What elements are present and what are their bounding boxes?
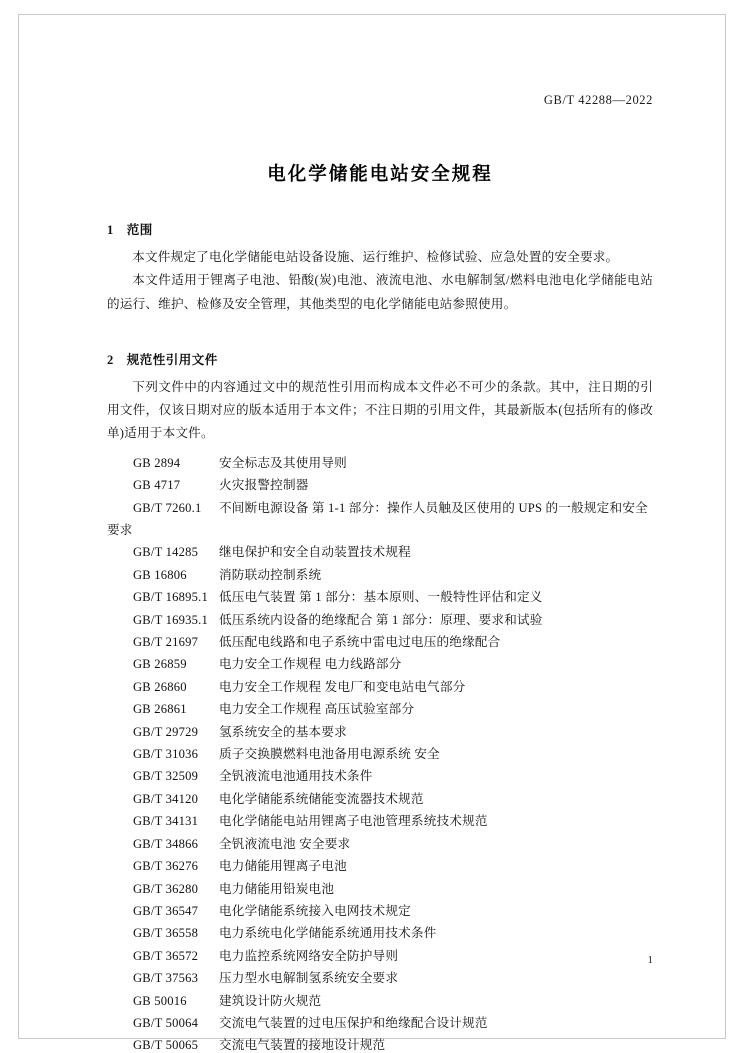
reference-item	[107, 833, 653, 855]
reference-title: 电力监控系统网络安全防护导则	[219, 948, 399, 963]
reference-code: GB/T 50064	[133, 1015, 199, 1030]
reference-code: GB/T 29729	[133, 724, 199, 739]
reference-title: 电化学储能系统储能变流器技术规范	[219, 791, 424, 806]
reference-title: 压力型水电解制氢系统安全要求	[219, 971, 399, 986]
reference-code: GB/T 34120	[133, 791, 199, 806]
normative-references-list	[107, 452, 653, 1053]
reference-title: 交流电气装置的接地设计规范	[219, 1038, 386, 1053]
reference-code: GB/T 34131	[133, 814, 199, 829]
reference-title: 全钒液流电池通用技术条件	[219, 769, 373, 784]
reference-item	[107, 900, 653, 922]
reference-code: GB 26861	[133, 702, 187, 717]
reference-title: 低压系统内设备的绝缘配合 第 1 部分：原理、要求和试验	[219, 612, 543, 627]
reference-code: GB/T 14285	[133, 545, 199, 560]
reference-title: 低压配电线路和电子系统中雷电过电压的绝缘配合	[219, 635, 501, 650]
reference-code: GB 4717	[133, 478, 181, 493]
reference-item	[107, 631, 653, 653]
reference-item	[107, 676, 653, 698]
reference-item	[107, 810, 653, 832]
reference-title: 火灾报警控制器	[219, 478, 309, 493]
reference-code: GB/T 21697	[133, 635, 199, 650]
clause-title-1: 范围	[126, 223, 153, 237]
reference-item	[107, 497, 653, 519]
page-number: 1	[647, 954, 653, 966]
reference-code: GB/T 50065	[133, 1038, 199, 1053]
reference-code: GB/T 36276	[133, 859, 199, 874]
reference-code: GB 2894	[133, 455, 181, 470]
reference-title: 安全标志及其使用导则	[219, 455, 347, 470]
clause-heading-1	[107, 220, 653, 238]
reference-title: 交流电气装置的过电压保护和绝缘配合设计规范	[219, 1015, 488, 1030]
reference-title: 电力储能用锂离子电池	[219, 859, 347, 874]
reference-item	[107, 945, 653, 967]
clause-1-paragraph-1: 本文件规定了电化学储能电站设备设施、运行维护、检修试验、应急处置的安全要求。	[132, 250, 619, 264]
reference-item	[107, 967, 653, 989]
clause-number-1: 1	[107, 223, 114, 237]
reference-item	[107, 564, 653, 586]
clause-number-2: 2	[107, 352, 114, 367]
reference-item	[107, 609, 653, 631]
clause-heading-2	[107, 350, 653, 368]
reference-code: GB/T 37563	[133, 971, 199, 986]
reference-title: 电力系统电化学储能系统通用技术条件	[219, 926, 437, 941]
clause-2-paragraph-1: 下列文件中的内容通过文中的规范性引用而构成本文件必不可少的条款。其中，注日期的引用文件，仅该日期对应的版本适用于本文件；不注日期的引用文件，其最新版本(包括所有的修改单)适用于本文件。	[107, 379, 653, 441]
page-sheet	[18, 14, 726, 1053]
reference-item	[107, 855, 653, 877]
reference-item	[107, 698, 653, 720]
reference-item	[107, 788, 653, 810]
reference-title: 建筑设计防火规范	[219, 993, 322, 1008]
reference-title: 电化学储能电站用锂离子电池管理系统技术规范	[219, 814, 488, 829]
reference-title: 继电保护和安全自动装置技术规程	[219, 545, 411, 560]
reference-title: 消防联动控制系统	[219, 567, 322, 582]
reference-code: GB/T 36558	[133, 926, 199, 941]
reference-title: 电化学储能系统接入电网技术规定	[219, 903, 411, 918]
reference-code: GB/T 36547	[133, 903, 199, 918]
reference-item	[107, 653, 653, 675]
reference-title: 电力安全工作规程 电力线路部分	[219, 657, 402, 672]
page-title: 电化学储能电站安全规程	[267, 165, 493, 185]
reference-item	[107, 765, 653, 787]
reference-item	[107, 474, 653, 496]
reference-item	[107, 541, 653, 563]
reference-title: 氢系统安全的基本要求	[219, 724, 347, 739]
reference-item	[107, 721, 653, 743]
clause-1-paragraph-2: 本文件适用于锂离子电池、铅酸(炭)电池、液流电池、水电解制氢/燃料电池电化学储能电站的运行、维护、检修及安全管理，其他类型的电化学储能电站参照使用。	[107, 273, 653, 311]
reference-item	[107, 1012, 653, 1034]
reference-code: GB/T 7260.1	[133, 500, 202, 515]
reference-title-continuation: 要求	[107, 523, 133, 537]
reference-item	[107, 922, 653, 944]
reference-title: 质子交换膜燃料电池备用电源系统 安全	[219, 747, 440, 762]
reference-code: GB/T 36280	[133, 881, 199, 896]
reference-item	[107, 1034, 653, 1053]
reference-code: GB/T 16895.1	[133, 590, 208, 605]
reference-title: 电力储能用铅炭电池	[219, 881, 335, 896]
clause-title-2: 规范性引用文件	[126, 352, 218, 367]
reference-code: GB 26859	[133, 657, 187, 672]
reference-title: 全钒液流电池 安全要求	[219, 836, 351, 851]
reference-code: GB/T 34866	[133, 836, 199, 851]
reference-code: GB/T 32509	[133, 769, 199, 784]
reference-title: 低压电气装置 第 1 部分：基本原则、一般特性评估和定义	[219, 590, 543, 605]
reference-code: GB/T 16935.1	[133, 612, 208, 627]
reference-code: GB/T 31036	[133, 747, 199, 762]
reference-code: GB 50016	[133, 993, 187, 1008]
reference-title: 电力安全工作规程 高压试验室部分	[219, 702, 415, 717]
reference-code: GB 16806	[133, 567, 187, 582]
reference-item	[107, 452, 653, 474]
reference-code: GB/T 36572	[133, 948, 199, 963]
reference-item	[107, 878, 653, 900]
standard-number: GB/T 42288—2022	[543, 93, 653, 107]
reference-item	[107, 586, 653, 608]
reference-title: 电力安全工作规程 发电厂和变电站电气部分	[219, 679, 466, 694]
page-content	[107, 93, 653, 1053]
reference-item	[107, 743, 653, 765]
reference-code: GB 26860	[133, 679, 187, 694]
reference-item	[107, 990, 653, 1012]
reference-title: 不间断电源设备 第 1-1 部分：操作人员触及区使用的 UPS 的一般规定和安全	[219, 500, 648, 515]
